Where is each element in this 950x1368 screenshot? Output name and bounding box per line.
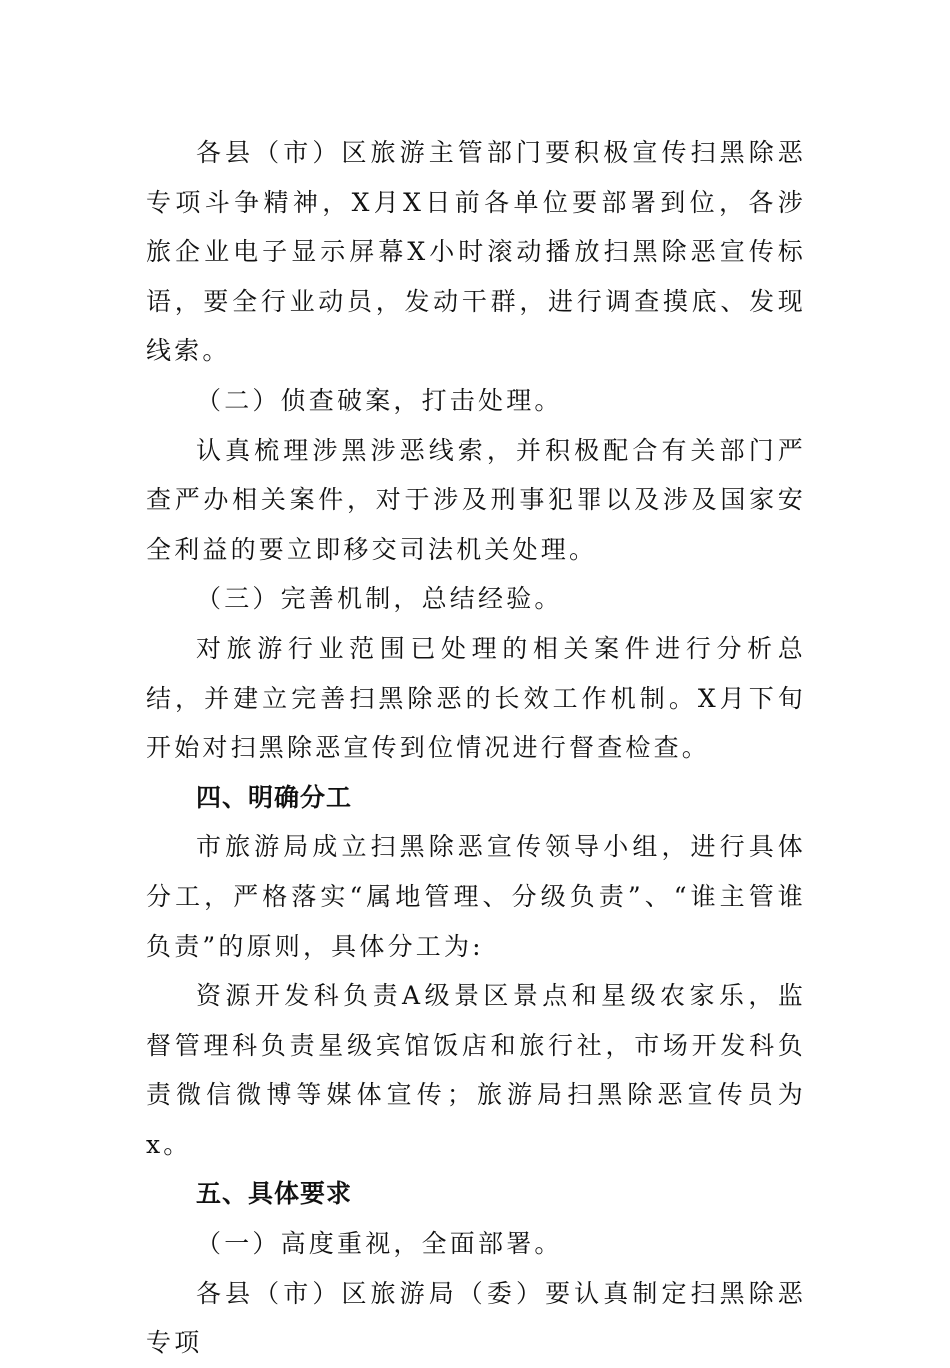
subheading-attention: （一）高度重视，全面部署。 [196,1229,563,1259]
paragraph-division-details: 资源开发科负责A级景区景点和星级农家乐，监督管理科负责星级宾馆饭店和旅行社，市场开发科负责微信微博等媒体宣传；旅游局扫黑除恶宣传员为x。 [146,981,806,1159]
section-heading-requirements: 五、具体要求 [196,1179,353,1209]
paragraph-division-intro: 市旅游局成立扫黑除恶宣传领导小组，进行具体分工，严格落实“属地管理、分级负责”、“谁主管谁负责”的原则，具体分工为: [146,832,806,961]
section-heading-division: 四、明确分工 [196,782,353,812]
subheading-mechanism: （三）完善机制，总结经验。 [196,584,563,614]
paragraph-investigation: 认真梳理涉黑涉恶线索，并积极配合有关部门严查严办相关案件，对于涉及刑事犯罪以及涉及国家安全利益的要立即移交司法机关处理。 [146,435,806,564]
paragraph-propaganda: 各县（市）区旅游主管部门要积极宣传扫黑除恶专项斗争精神，X月X日前各单位要部署到位，各涉旅企业电子显示屏幕X小时滚动播放扫黑除恶宣传标语，要全行业动员，发动干群，进行调查摸底、发现线索。 [146,138,806,366]
subheading-investigation: （二）侦查破案，打击处理。 [196,385,563,415]
paragraph-mechanism: 对旅游行业范围已处理的相关案件进行分析总结，并建立完善扫黑除恶的长效工作机制。X月下旬开始对扫黑除恶宣传到位情况进行督查检查。 [146,633,806,763]
paragraph-attention: 各县（市）区旅游局（委）要认真制定扫黑除恶专项 [146,1278,806,1358]
document-body [146,128,806,1368]
